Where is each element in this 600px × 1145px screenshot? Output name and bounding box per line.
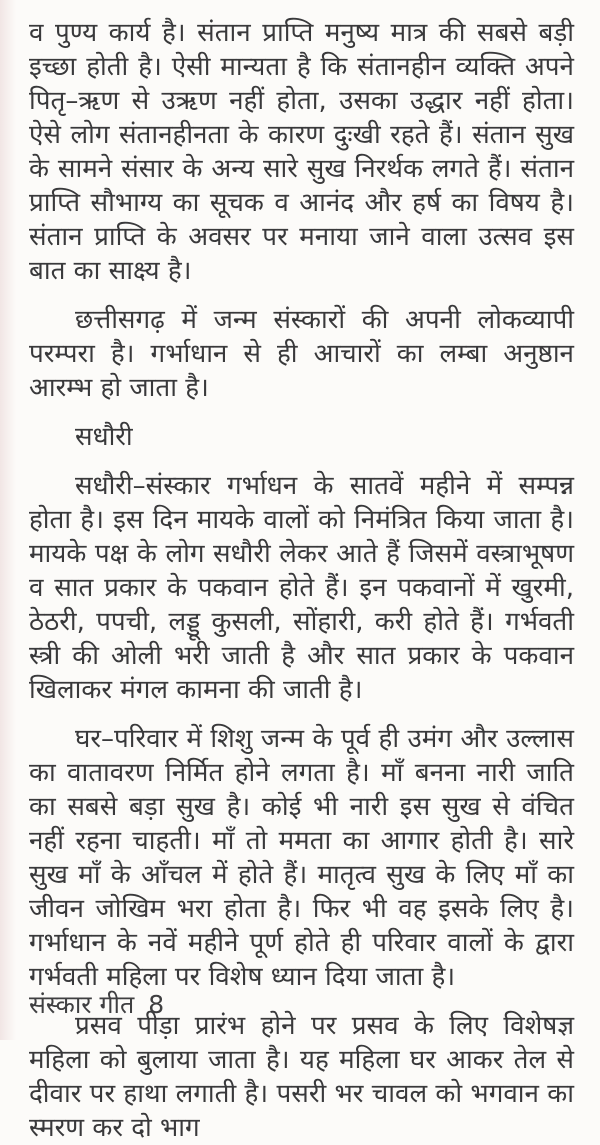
paragraph: प्रसव पीड़ा प्रारंभ होने पर प्रसव के लिए विशेषज्ञ महिला को बुलाया जाता है। यह महिला घर आकर तेल से दीवार पर हाथा लगाती है। पसरी भर चावल को भगवान का स्मरण कर दो भाग <box>29 1011 574 1143</box>
page-footer <box>29 990 164 1020</box>
paragraph: छत्तीसगढ़ में जन्म संस्कारों की अपनी लोकव्यापी परम्परा है। गर्भाधान से ही आचारों का लम्बा अनुष्ठान आरम्भ हो जाता है। <box>29 305 574 403</box>
footer-page-number: 8 <box>148 990 165 1019</box>
body-text <box>29 16 574 1145</box>
paragraph: घर–परिवार में शिशु जन्म के पूर्व ही उमंग और उल्लास का वातावरण निर्मित होने लगता है। माँ बनना नारी जाति का सबसे बड़ा सुख है। कोई भी नारी इस सुख से वंचित नहीं रहना चाहती। माँ तो ममता का आगार होती है। सारे सुख माँ के आँचल में होते हैं। मातृत्व सुख के लिए माँ का जीवन जोखिम भरा होता है। फिर भी वह इसके लिए है। गर्भाधान के नवें महीने पूर्ण होते ही परिवार वालों के द्वारा गर्भवती महिला पर विशेष ध्यान दिया जाता है। <box>29 724 574 992</box>
footer-book-title: संस्कार गीत <box>29 990 135 1019</box>
paragraph: सधौरी–संस्कार गर्भाधन के सातवें महीने में सम्पन्न होता है। इस दिन मायके वालों को निमंत्रित किया जाता है। मायके पक्ष के लोग सधौरी लेकर आते हैं जिसमें वस्त्राभूषण व सात प्रकार के पकवान होते हैं। इन पकवानों में खुरमी, ठेठरी, पपची, लड्डू कुसली, सोंहारी, करी होते हैं। गर्भवती स्त्री की ओली भरी जाती है और सात प्रकार के पकवान खिलाकर मंगल कामना की जाती है। <box>29 471 574 705</box>
paragraph: व पुण्य कार्य है। संतान प्राप्ति मनुष्य मात्र की सबसे बड़ी इच्छा होती है। ऐसी मान्यता है कि संतानहीन व्यक्ति अपने पितृ–ऋण से उऋण नहीं होता, उसका उद्धार नहीं होता। ऐसे लोग संतानहीनता के कारण दुःखी रहते हैं। संतान सुख के सामने संसार के अन्य सारे सुख निरर्थक लगते हैं। संतान प्राप्ति सौभाग्य का सूचक व आनंद और हर्ष का विषय है। संतान प्राप्ति के अवसर पर मनाया जाने वाला उत्सव इस बात का साक्ष्य है। <box>29 18 574 286</box>
section-heading: सधौरी <box>75 422 133 452</box>
